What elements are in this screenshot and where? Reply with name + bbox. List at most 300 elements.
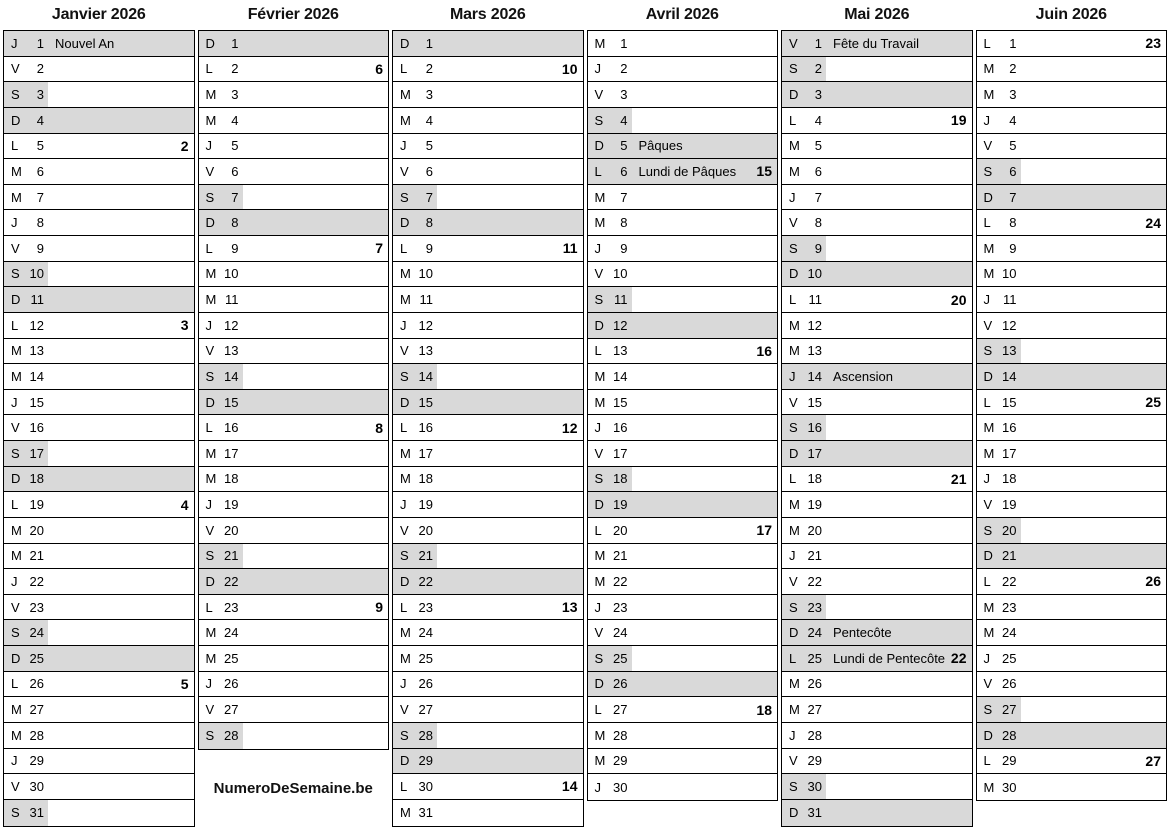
day-number: 11 — [614, 292, 628, 308]
day-row — [199, 390, 389, 416]
day-cell — [393, 364, 437, 389]
day-cell — [199, 236, 243, 261]
day-number: 12 — [418, 317, 433, 333]
day-letter: D — [400, 215, 410, 231]
day-row — [977, 544, 1167, 570]
day-cell — [4, 569, 48, 594]
day-letter: M — [400, 445, 411, 461]
day-cell — [977, 210, 1021, 235]
day-cell — [782, 31, 826, 56]
day-number: 6 — [36, 163, 44, 179]
day-cell — [199, 697, 243, 722]
day-cell — [782, 390, 826, 415]
day-number: 24 — [1002, 625, 1017, 641]
day-cell — [4, 672, 48, 697]
day-cell — [4, 159, 48, 184]
day-number: 1 — [231, 35, 239, 51]
day-number: 26 — [1002, 676, 1017, 692]
day-row — [977, 723, 1167, 749]
day-letter: L — [789, 471, 797, 487]
day-number: 18 — [418, 471, 433, 487]
day-cell — [199, 313, 243, 338]
month-column — [3, 0, 195, 827]
week-number: 16 — [756, 342, 772, 359]
day-number: 13 — [224, 343, 239, 359]
day-row — [393, 544, 583, 570]
holiday-label: Nouvel An — [55, 35, 115, 51]
day-row — [199, 159, 389, 185]
day-cell — [4, 467, 48, 492]
day-number: 3 — [620, 87, 628, 103]
day-cell — [588, 134, 632, 159]
day-number: 23 — [29, 599, 44, 615]
day-letter: L — [400, 420, 408, 436]
day-row — [393, 108, 583, 134]
day-row — [588, 57, 778, 83]
day-cell — [782, 210, 826, 235]
day-cell — [977, 544, 1021, 569]
day-row — [782, 569, 972, 595]
day-number: 16 — [29, 420, 44, 436]
day-cell — [782, 262, 826, 287]
day-row — [588, 646, 778, 672]
day-letter: M — [400, 112, 411, 128]
day-number: 22 — [418, 573, 433, 589]
day-cell — [199, 441, 243, 466]
day-letter: S — [789, 599, 798, 615]
day-row — [782, 108, 972, 134]
day-row — [393, 774, 583, 800]
day-cell — [4, 415, 48, 440]
day-number: 28 — [807, 727, 822, 743]
day-letter: D — [11, 112, 21, 128]
day-row — [588, 262, 778, 288]
day-cell — [588, 159, 632, 184]
day-cell — [4, 82, 48, 107]
day-letter: J — [400, 138, 407, 154]
day-row — [588, 620, 778, 646]
day-letter: J — [205, 317, 212, 333]
day-row — [977, 620, 1167, 646]
day-cell — [782, 697, 826, 722]
day-row — [199, 313, 389, 339]
day-number: 10 — [807, 266, 822, 282]
day-row — [4, 364, 194, 390]
day-number: 18 — [613, 471, 628, 487]
day-cell — [588, 749, 632, 774]
day-letter: L — [205, 599, 213, 615]
day-row — [199, 134, 389, 160]
week-number: 27 — [1145, 752, 1161, 769]
day-row — [393, 339, 583, 365]
day-letter: S — [594, 112, 604, 128]
day-number: 13 — [1002, 343, 1017, 359]
day-number: 20 — [613, 522, 628, 538]
day-number: 11 — [419, 292, 433, 308]
day-row — [393, 467, 583, 493]
day-cell — [977, 185, 1021, 210]
day-letter: M — [205, 625, 217, 641]
day-cell — [588, 646, 632, 671]
day-letter: L — [11, 676, 19, 692]
day-letter: M — [205, 87, 217, 103]
day-cell — [977, 467, 1021, 492]
day-number: 24 — [224, 625, 239, 641]
day-letter: J — [594, 779, 601, 795]
day-cell — [4, 108, 48, 133]
day-row — [977, 262, 1167, 288]
day-letter: V — [594, 266, 604, 282]
day-number: 14 — [1002, 368, 1017, 384]
day-letter: L — [594, 522, 602, 538]
day-letter: S — [11, 625, 20, 641]
day-row — [4, 339, 194, 365]
day-cell — [588, 390, 632, 415]
day-cell — [4, 544, 48, 569]
day-number: 11 — [1003, 292, 1017, 308]
day-number: 25 — [224, 650, 239, 666]
day-letter: V — [983, 138, 993, 154]
day-letter: J — [983, 471, 990, 487]
day-cell — [588, 569, 632, 594]
day-letter: M — [983, 625, 995, 641]
day-letter: L — [205, 240, 213, 256]
day-letter: M — [594, 753, 606, 769]
day-cell — [782, 287, 826, 312]
day-number: 4 — [36, 112, 44, 128]
day-number: 11 — [30, 292, 44, 308]
day-letter: M — [983, 87, 995, 103]
day-cell — [393, 108, 437, 133]
day-cell — [977, 723, 1021, 748]
day-cell — [4, 262, 48, 287]
day-number: 23 — [1002, 599, 1017, 615]
day-cell — [393, 492, 437, 517]
week-number: 9 — [375, 599, 383, 616]
day-row — [199, 620, 389, 646]
day-cell — [199, 518, 243, 543]
day-letter: D — [400, 753, 410, 769]
day-letter: M — [11, 163, 22, 179]
day-letter: S — [789, 420, 798, 436]
week-number: 20 — [950, 291, 967, 308]
day-number: 17 — [29, 445, 44, 461]
day-cell — [393, 774, 437, 799]
day-letter: M — [789, 676, 800, 692]
day-row — [782, 620, 972, 646]
day-letter: L — [594, 163, 602, 179]
day-cell — [977, 236, 1021, 261]
day-cell — [977, 441, 1021, 466]
day-letter: J — [400, 317, 407, 333]
day-row — [4, 646, 194, 672]
day-letter: M — [594, 215, 606, 231]
day-number: 29 — [1002, 753, 1017, 769]
day-cell — [4, 210, 48, 235]
day-row — [977, 467, 1167, 493]
day-letter: J — [594, 240, 601, 256]
day-row — [588, 544, 778, 570]
day-row — [588, 415, 778, 441]
day-cell — [977, 697, 1021, 722]
day-cell — [4, 313, 48, 338]
day-number: 15 — [224, 394, 239, 410]
day-number: 5 — [36, 138, 44, 154]
day-row — [393, 672, 583, 698]
day-number: 7 — [425, 189, 433, 205]
day-number: 6 — [814, 163, 822, 179]
day-cell — [782, 236, 826, 261]
day-cell — [977, 620, 1021, 645]
day-number: 22 — [807, 573, 822, 589]
day-row — [588, 569, 778, 595]
day-number: 2 — [814, 61, 822, 77]
day-number: 19 — [807, 497, 822, 513]
day-number: 10 — [418, 266, 433, 282]
day-row — [199, 236, 389, 262]
day-letter: M — [789, 317, 800, 333]
day-letter: V — [789, 215, 798, 231]
day-cell — [4, 697, 48, 722]
month-title: Janvier 2026 — [51, 6, 146, 23]
day-number: 19 — [418, 497, 433, 513]
day-letter: L — [400, 599, 408, 615]
day-number: 9 — [814, 240, 822, 256]
day-letter: L — [983, 753, 991, 769]
day-cell — [4, 31, 48, 56]
day-number: 10 — [29, 266, 44, 282]
day-number: 3 — [425, 87, 433, 103]
day-letter: M — [983, 420, 995, 436]
day-row — [782, 185, 972, 211]
day-letter: S — [983, 343, 993, 359]
day-row — [4, 134, 194, 160]
day-letter: L — [789, 292, 797, 308]
week-number: 13 — [561, 599, 578, 616]
day-letter: M — [594, 394, 606, 410]
month-column — [587, 0, 779, 827]
day-row — [393, 569, 583, 595]
day-cell — [588, 210, 632, 235]
day-letter: V — [400, 343, 409, 359]
day-letter: M — [983, 599, 995, 615]
day-row — [588, 108, 778, 134]
day-letter: J — [594, 61, 601, 77]
day-cell — [199, 672, 243, 697]
day-cell — [4, 134, 48, 159]
day-cell — [199, 723, 243, 749]
day-row — [782, 749, 972, 775]
week-number: 6 — [375, 60, 383, 77]
day-cell — [199, 467, 243, 492]
day-letter: J — [11, 35, 18, 51]
day-row — [977, 236, 1167, 262]
day-letter: V — [400, 522, 409, 538]
day-number: 2 — [620, 61, 628, 77]
day-letter: D — [789, 445, 799, 461]
day-number: 29 — [29, 753, 44, 769]
day-row — [977, 313, 1167, 339]
day-number: 21 — [807, 548, 822, 564]
day-number: 29 — [807, 753, 822, 769]
day-letter: L — [205, 61, 213, 77]
day-cell — [588, 57, 632, 82]
month-title: Mai 2026 — [844, 6, 910, 23]
month-column — [392, 0, 584, 827]
day-letter: V — [789, 394, 798, 410]
day-number: 9 — [620, 240, 628, 256]
day-cell — [393, 723, 437, 748]
day-cell — [977, 57, 1021, 82]
day-number: 1 — [814, 35, 822, 51]
day-number: 28 — [29, 727, 44, 743]
day-letter: M — [11, 189, 22, 205]
day-row — [393, 620, 583, 646]
day-letter: V — [11, 778, 20, 794]
day-cell — [977, 518, 1021, 543]
day-number: 16 — [418, 420, 433, 436]
day-row — [199, 492, 389, 518]
day-number: 20 — [29, 522, 44, 538]
day-letter: J — [983, 650, 990, 666]
day-letter: M — [205, 266, 217, 282]
month-grid — [198, 30, 390, 750]
day-cell — [199, 159, 243, 184]
day-row — [588, 134, 778, 160]
day-letter: S — [400, 189, 409, 205]
day-number: 27 — [418, 702, 433, 718]
day-letter: D — [789, 625, 799, 641]
month-footer — [198, 750, 390, 827]
day-row — [4, 544, 194, 570]
day-letter: J — [205, 676, 212, 692]
day-cell — [393, 697, 437, 722]
day-row — [588, 185, 778, 211]
day-row — [393, 595, 583, 621]
day-cell — [588, 774, 632, 800]
day-cell — [4, 518, 48, 543]
day-number: 14 — [613, 368, 628, 384]
day-row — [782, 364, 972, 390]
day-letter: D — [205, 215, 215, 231]
day-number: 12 — [224, 317, 239, 333]
day-cell — [977, 364, 1021, 389]
day-row — [588, 210, 778, 236]
day-cell — [4, 57, 48, 82]
day-row — [977, 749, 1167, 775]
day-cell — [588, 620, 632, 645]
day-row — [393, 800, 583, 826]
day-cell — [393, 467, 437, 492]
day-row — [4, 313, 194, 339]
day-letter: D — [789, 266, 799, 282]
day-cell — [782, 108, 826, 133]
day-letter: D — [983, 189, 993, 205]
day-letter: L — [983, 394, 991, 410]
day-cell — [393, 262, 437, 287]
day-row — [4, 57, 194, 83]
day-row — [199, 210, 389, 236]
day-number: 2 — [231, 61, 239, 77]
day-cell — [4, 749, 48, 774]
day-number: 31 — [418, 805, 433, 821]
day-row — [977, 82, 1167, 108]
day-row — [4, 620, 194, 646]
site-watermark: NumeroDeSemaine.be — [213, 779, 373, 797]
day-letter: D — [594, 138, 604, 154]
day-cell — [588, 339, 632, 364]
week-number: 19 — [950, 112, 967, 129]
day-row — [199, 287, 389, 313]
day-row — [4, 492, 194, 518]
day-cell — [782, 467, 826, 492]
day-cell — [782, 569, 826, 594]
day-row — [4, 185, 194, 211]
day-letter: L — [983, 573, 991, 589]
day-letter: L — [400, 778, 408, 794]
day-number: 23 — [418, 599, 433, 615]
day-number: 31 — [807, 805, 822, 821]
day-letter: D — [594, 317, 604, 333]
day-cell — [588, 441, 632, 466]
day-number: 13 — [418, 343, 433, 359]
day-letter: S — [205, 728, 215, 744]
day-letter: M — [983, 779, 995, 795]
day-row — [199, 415, 389, 441]
day-row — [588, 518, 778, 544]
day-cell — [588, 544, 632, 569]
day-row — [199, 339, 389, 365]
day-letter: L — [400, 240, 408, 256]
day-letter: S — [400, 727, 409, 743]
day-letter: M — [11, 522, 22, 538]
day-row — [199, 185, 389, 211]
week-number: 8 — [375, 419, 383, 436]
day-row — [393, 210, 583, 236]
day-number: 1 — [36, 35, 44, 51]
day-letter: D — [789, 87, 799, 103]
day-cell — [977, 595, 1021, 620]
day-row — [588, 82, 778, 108]
day-number: 12 — [29, 317, 44, 333]
day-number: 26 — [807, 676, 822, 692]
month-grid — [976, 30, 1168, 801]
day-letter: V — [11, 599, 20, 615]
day-letter: V — [983, 317, 993, 333]
day-number: 9 — [1009, 240, 1017, 256]
day-letter: J — [983, 112, 990, 128]
day-row — [977, 672, 1167, 698]
day-letter: S — [205, 548, 215, 564]
day-number: 8 — [36, 215, 44, 231]
day-row — [782, 159, 972, 185]
day-row — [393, 159, 583, 185]
day-number: 3 — [36, 87, 44, 103]
day-number: 10 — [613, 266, 628, 282]
week-number: 15 — [756, 163, 772, 180]
day-letter: D — [205, 573, 215, 589]
day-row — [199, 262, 389, 288]
day-letter: D — [11, 471, 21, 487]
day-number: 25 — [613, 650, 628, 666]
day-cell — [199, 390, 243, 415]
day-cell — [393, 646, 437, 671]
day-number: 30 — [807, 778, 822, 794]
day-cell — [393, 390, 437, 415]
day-row — [782, 134, 972, 160]
day-cell — [782, 185, 826, 210]
day-cell — [199, 595, 243, 620]
